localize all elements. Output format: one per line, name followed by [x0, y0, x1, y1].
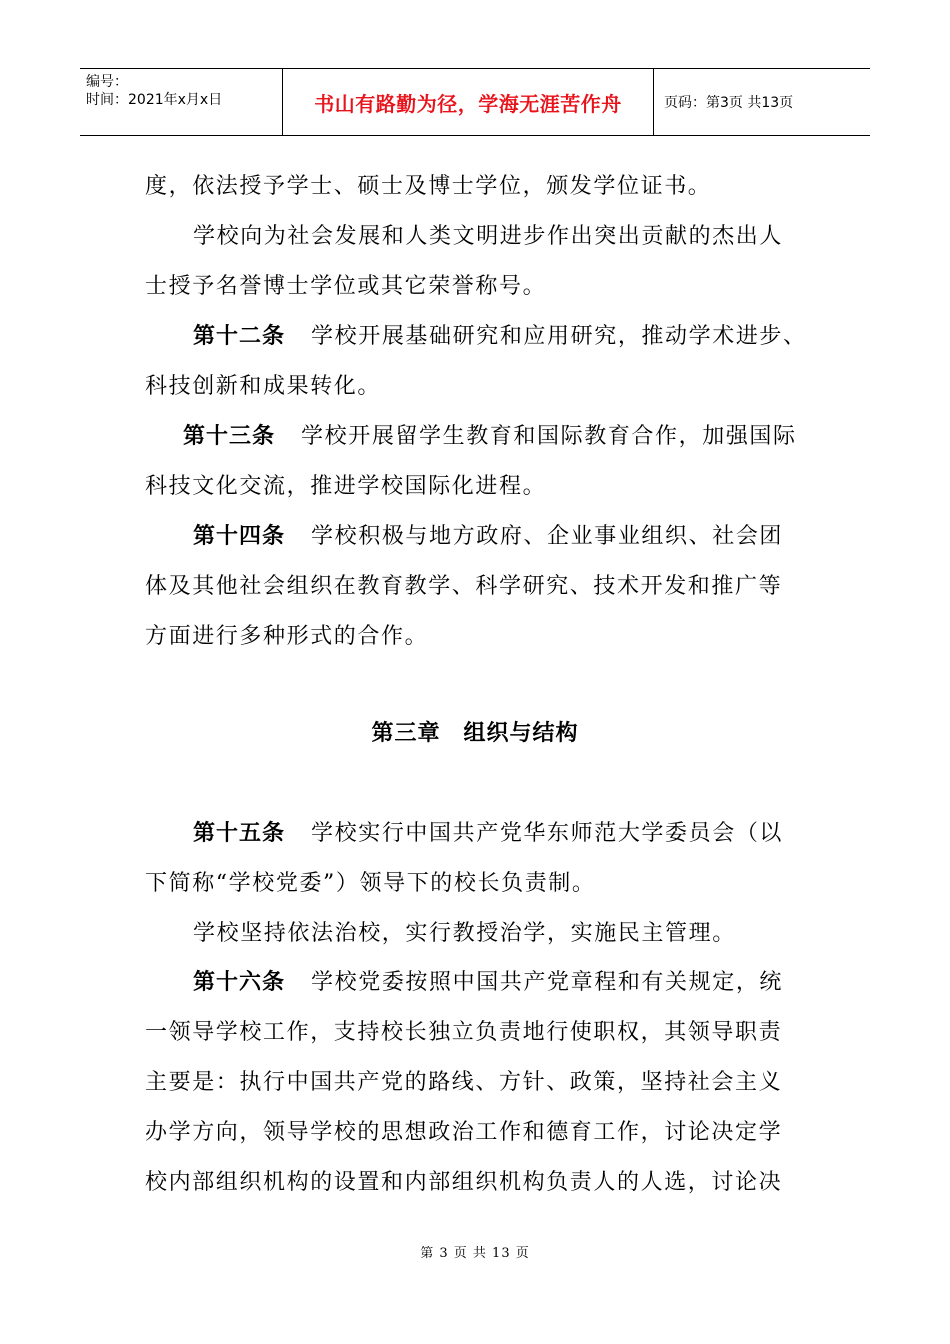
- article-text: 学校开展留学生教育和国际教育合作，加强国际: [301, 424, 797, 449]
- article-title: 第十二条: [193, 324, 286, 349]
- article-15: [193, 819, 783, 849]
- article-14: [193, 522, 783, 552]
- article-text: 学校开展基础研究和应用研究，推动学术进步、: [311, 324, 807, 349]
- article-12: [193, 322, 807, 352]
- paragraph-line: 度，依法授予学士、硕士及博士学位，颁发学位证书。: [145, 174, 712, 199]
- article-13: [183, 422, 797, 452]
- article-16: [193, 968, 783, 998]
- article-text: 学校实行中国共产党华东师范大学委员会（以: [311, 821, 784, 846]
- article-title: 第十五条: [193, 821, 286, 846]
- header-number-label: 编号：: [86, 74, 128, 90]
- article-text: 学校积极与地方政府、企业事业组织、社会团: [311, 524, 784, 549]
- header-meta: [80, 69, 282, 135]
- header-time-label: 时间：2021年x月x日: [86, 92, 223, 108]
- article-title: 第十四条: [193, 524, 286, 549]
- paragraph-line: 方面进行多种形式的合作。: [145, 624, 429, 649]
- paragraph-line: 下简称“学校党委”）领导下的校长负责制。: [145, 871, 596, 896]
- chapter-heading: 第三章 组织与结构: [371, 721, 579, 746]
- document-header: [80, 68, 870, 136]
- paragraph-line: 科技创新和成果转化。: [145, 374, 382, 399]
- header-motto-cell: [282, 69, 654, 135]
- paragraph-line: 体及其他社会组织在教育教学、科学研究、技术开发和推广等: [145, 574, 783, 599]
- paragraph-line: 校内部组织机构的设置和内部组织机构负责人的人选，讨论决: [145, 1170, 783, 1195]
- paragraph-line: 一领导学校工作，支持校长独立负责地行使职权，其领导职责: [145, 1020, 783, 1045]
- article-title: 第十三条: [183, 424, 276, 449]
- paragraph-line: 主要是：执行中国共产党的路线、方针、政策，坚持社会主义: [145, 1070, 783, 1095]
- article-text: 学校党委按照中国共产党章程和有关规定，统: [311, 970, 784, 995]
- page-footer: 第 3 页 共 13 页: [420, 1246, 530, 1261]
- paragraph-line: 学校向为社会发展和人类文明进步作出突出贡献的杰出人: [193, 224, 784, 249]
- paragraph-line: 办学方向，领导学校的思想政治工作和德育工作，讨论决定学: [145, 1120, 783, 1145]
- header-page-label: 页码：第3页 共13页: [664, 95, 794, 111]
- paragraph-line: 士授予名誉博士学位或其它荣誉称号。: [145, 274, 547, 299]
- header-motto: 书山有路勤为径，学海无涯苦作舟: [314, 91, 622, 116]
- paragraph-line: 科技文化交流，推进学校国际化进程。: [145, 474, 547, 499]
- paragraph-line: 学校坚持依法治校，实行教授治学，实施民主管理。: [193, 921, 736, 946]
- header-page-cell: [654, 69, 870, 135]
- article-title: 第十六条: [193, 970, 286, 995]
